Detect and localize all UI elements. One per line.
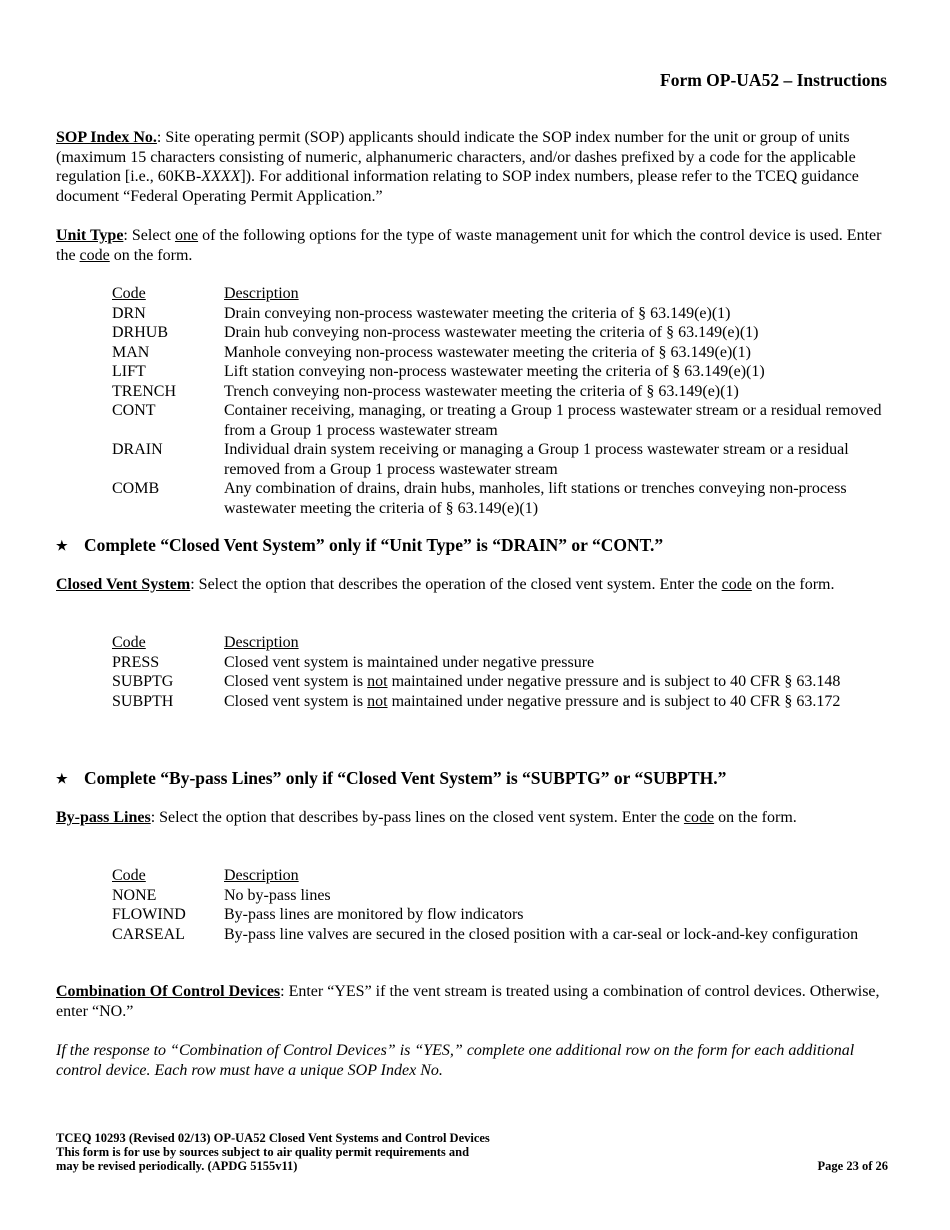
table-header-row (112, 866, 894, 886)
unit-type-text-3: on the form. (109, 246, 193, 264)
page-number: Page 23 of 26 (817, 1159, 888, 1173)
row-description: Drain hub conveying non-process wastewater meeting the criteria of § 63.149(e)(1) (224, 324, 759, 341)
combination-italic-note: If the response to “Combination of Control Devices” is “YES,” complete one additional row on the form for each additional control device. Each row must have a unique SOP Index No. (56, 1042, 855, 1079)
table-row (112, 304, 894, 324)
row-description (224, 692, 894, 712)
col-code-header: Code (112, 867, 146, 884)
row-code: SUBPTH (112, 692, 174, 710)
table-row (112, 905, 894, 925)
row-description: Individual drain system receiving or managing a Group 1 process wastewater stream or a residual removed from a Group 1 process wastewater stream (224, 441, 849, 478)
closed-vent-system-label: Closed Vent System (56, 576, 191, 593)
combination-text: : Enter “YES” if the vent stream is treated using a combination of control devices. Otherwise, enter “NO.” (56, 983, 880, 1020)
row-code: DRHUB (112, 324, 169, 341)
combination-paragraph (56, 982, 894, 1021)
row-description (224, 672, 894, 692)
table-row (112, 323, 894, 343)
table-row (112, 440, 894, 479)
row-description: Container receiving, managing, or treating a Group 1 process wastewater stream or a residual removed from a Group 1 process wastewater stream (224, 402, 882, 439)
footer-line-3: may be revised periodically. (APDG 5155v11) (56, 1159, 298, 1173)
row-code: LIFT (112, 363, 146, 380)
cvs-emphasis-code: code (721, 576, 752, 593)
sop-index-text-end: ]). For additional information relating to SOP index numbers, please refer to the TCEQ guidance document “Federal Operating Permit Application.” (56, 168, 859, 205)
table-row (112, 886, 894, 906)
cvs-text-2: on the form. (751, 576, 835, 593)
page-header-title: Form OP-UA52 – Instructions (660, 70, 887, 90)
star-icon: ★ (56, 537, 68, 553)
page-footer (56, 1131, 888, 1173)
desc-emphasis-not: not (367, 673, 388, 690)
bypass-text-2: on the form. (714, 809, 797, 826)
table-row (112, 362, 894, 382)
col-description-header: Description (224, 285, 299, 302)
table-row (112, 401, 894, 440)
table-row (112, 653, 894, 673)
closed-vent-system-code-table (112, 633, 894, 711)
sop-index-placeholder: XXXX (201, 168, 241, 185)
row-description: Drain conveying non-process wastewater meeting the criteria of § 63.149(e)(1) (224, 304, 731, 322)
desc-part: Closed vent system is (224, 692, 368, 710)
table-header-row (112, 633, 894, 653)
sop-index-label: SOP Index No. (56, 129, 157, 146)
unit-type-label: Unit Type (56, 227, 124, 244)
table-header-row (112, 284, 894, 304)
table-row (112, 925, 894, 945)
sop-index-paragraph (56, 128, 894, 206)
closed-vent-system-paragraph (56, 575, 894, 595)
row-code: TRENCH (112, 382, 176, 400)
desc-part: Closed vent system is (224, 673, 368, 690)
row-description: Lift station conveying non-process wastewater meeting the criteria of § 63.149(e)(1) (224, 363, 765, 380)
unit-type-text: : Select (123, 227, 175, 244)
desc-emphasis-not: not (367, 692, 388, 710)
star-icon: ★ (56, 770, 68, 786)
note-text: Complete “By-pass Lines” only if “Closed Vent System” is “SUBPTG” or “SUBPTH.” (84, 768, 727, 788)
desc-part-2: maintained under negative pressure and is subject to 40 CFR § 63.172 (387, 692, 841, 710)
unit-type-emphasis-code: code (79, 246, 110, 264)
row-code: MAN (112, 343, 150, 361)
row-description: Closed vent system is maintained under negative pressure (224, 653, 595, 671)
table-row (112, 672, 894, 692)
sop-index-text: : Site operating permit (SOP) applicants should indicate the SOP index number for the unit or group of units (maximum 15 characters consisting of numeric, alphanumeric characters, and/or dashes prefixed by a code for the applicable regulation [i.e., 60KB- (56, 129, 856, 185)
row-description: Trench conveying non-process wastewater meeting the criteria of § 63.149(e)(1) (224, 382, 739, 400)
table-row (112, 343, 894, 363)
footer-line-2: This form is for use by sources subject to air quality permit requirements and (56, 1145, 470, 1159)
row-code: CARSEAL (112, 925, 185, 943)
unit-type-text-2: of the following options for the type of waste management unit for which the control device is used. Enter the (56, 227, 882, 264)
row-code: DRN (112, 304, 146, 322)
row-code: CONT (112, 402, 156, 419)
note-text: Complete “Closed Vent System” only if “Unit Type” is “DRAIN” or “CONT.” (84, 535, 664, 555)
col-description-header: Description (224, 867, 299, 884)
unit-type-emphasis-one: one (174, 227, 199, 244)
table-row (112, 692, 894, 712)
cvs-text: : Select the option that describes the operation of the closed vent system. Enter the (190, 576, 722, 593)
row-code: PRESS (112, 653, 160, 671)
col-code-header: Code (112, 634, 146, 651)
row-description: By-pass line valves are secured in the closed position with a car-seal or lock-and-key configuration (224, 925, 859, 943)
row-code: SUBPTG (112, 673, 174, 690)
row-description: Manhole conveying non-process wastewater meeting the criteria of § 63.149(e)(1) (224, 343, 751, 361)
combination-label: Combination Of Control Devices (56, 983, 281, 1000)
desc-part-2: maintained under negative pressure and is subject to 40 CFR § 63.148 (387, 673, 841, 690)
bypass-emphasis-code: code (683, 809, 715, 826)
col-description-header: Description (224, 634, 299, 651)
footer-line-1: TCEQ 10293 (Revised 02/13) OP-UA52 Closed Vent Systems and Control Devices (56, 1131, 490, 1145)
unit-type-code-table (112, 284, 894, 518)
row-description: Any combination of drains, drain hubs, manholes, lift stations or trenches conveying non-process wastewater meeting the criteria of § 63.149(e)(1) (224, 480, 847, 517)
unit-type-paragraph (56, 226, 894, 265)
closed-vent-system-note (56, 535, 894, 556)
row-description: By-pass lines are monitored by flow indicators (224, 906, 524, 923)
bypass-lines-note (56, 768, 894, 789)
table-row (112, 479, 894, 518)
row-description: No by-pass lines (224, 886, 331, 904)
col-code-header: Code (112, 285, 146, 302)
row-code: NONE (112, 886, 157, 904)
bypass-text: : Select the option that describes by-pass lines on the closed vent system. Enter the (150, 809, 684, 826)
table-row (112, 382, 894, 402)
bypass-lines-paragraph (56, 808, 894, 828)
row-code: FLOWIND (112, 906, 186, 923)
row-code: DRAIN (112, 441, 163, 458)
row-code: COMB (112, 480, 160, 497)
bypass-lines-label: By-pass Lines (56, 809, 151, 826)
bypass-lines-code-table (112, 866, 894, 944)
